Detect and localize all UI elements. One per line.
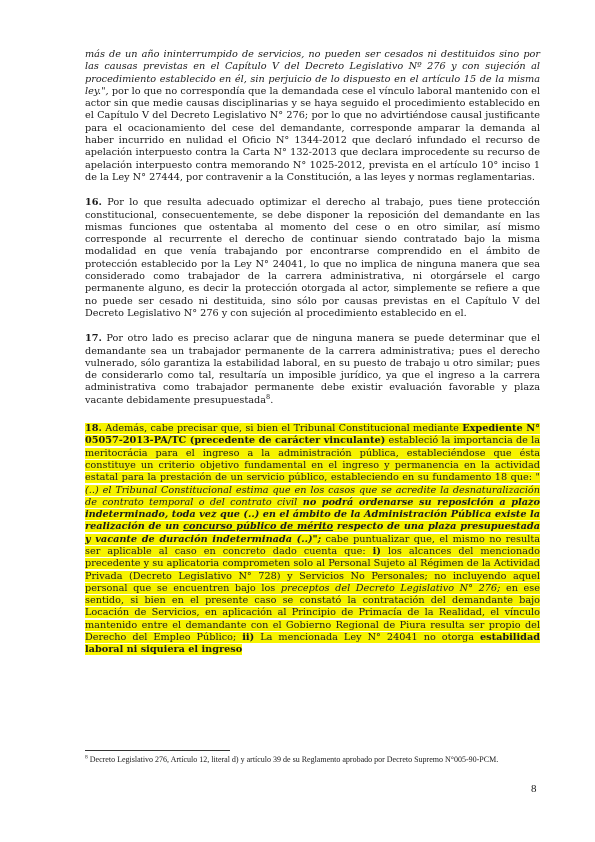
highlighted-text: en ese sentido, si bien en el presente caso se constató la contratación del demandante bajo Locación de Servicios, en aplicación al Principio de Primacía de la Realidad, el vínculo mantenido entre el demandante con el Gobierno Regional de Piura resulta ser propio del Derecho del Empleo Público; xyxy=(85,582,540,644)
paragraph-end: . xyxy=(270,394,274,406)
paragraph-16 xyxy=(85,197,540,320)
list-marker: i) xyxy=(372,545,381,557)
footnote-mark: 8 xyxy=(85,754,88,761)
highlighted-text: La mencionada Ley N° 24041 no otorga xyxy=(254,632,480,644)
highlighted-text: cabe puntualizar que, el mismo no resulta ser aplicable al caso en concreto dado cuenta que: xyxy=(85,533,540,557)
paragraph-number: 17. xyxy=(85,333,102,345)
quote-italic: (..) el Tribunal Constitucional estima que en los casos que se acredite la desnaturalización de contrato temporal o del contrato civil xyxy=(85,484,540,508)
highlighted-italic-text: preceptos del Decreto Legislativo N° 276; xyxy=(280,582,501,594)
highlighted-text: los alcances del mencionado precedente y su aplicatoria comprometen solo al Personal Sujeto al Régimen de la Actividad Privada (Decreto Legislativo N° 728) y Servicios No Personales; no incluyendo aquel personal que se encuentren bajo los xyxy=(85,545,540,594)
quote-underlined: concurso público de mérito xyxy=(183,521,334,533)
footnote-separator xyxy=(85,750,230,751)
page-number: 8 xyxy=(531,783,537,795)
expediente-reference: Expediente N° 05057-2013-PA/TC (precedente de carácter vinculante) xyxy=(85,423,540,447)
quote-bold-italic: no podrá ordenarse su reposición a plazo indeterminado, toda vez que (..) en el ámbito de la Administración Pública existe la realización de un xyxy=(85,496,540,533)
footnote-reference: 8 xyxy=(266,392,271,401)
quote-bold-italic: respecto de una plaza presupuestada y vacante de duración indeterminada (..)"; xyxy=(85,521,540,545)
paragraph-text: Por otro lado es preciso aclarar que de ninguna manera se puede determinar que el demandante sea un trabajador permanente de la carrera administrativa; pues el derecho vulnerado, sólo garantiza la estabilidad laboral, en su puesto de trabajo u otro similar; pues de considerarlo como tal, resultaría un imposible jurídico, ya que el ingreso a la carrera administrativa como trabajador permanente debe existir evaluación favorable y plaza vacante debidamente presupuestada xyxy=(85,333,540,406)
highlighted-text: estableció la importancia de la meritocrácia para el ingreso a la administración pública, estableciéndose que ésta constituye un criterio objetivo fundamental en el ingreso y permanencia en la actividad estatal para la prestación de un servicio público, estableciendo en su fundamento 18 que: " xyxy=(85,435,540,484)
paragraph-text: Por lo que resulta adecuado optimizar el derecho al trabajo, pues tiene protección constitucional, consecuentemente, se debe disponer la reposición del demandante en las mismas funciones que ostentaba al momento del cese o en otro similar, así mismo corresponde al recurrente el derecho de continuar siendo contratado bajo la misma modalidad en que venía trabajando por encontrarse comprendido en el ámbito de protección establecido por la Ley N° 24041, lo que no implica de ninguna manera que sea considerado como trabajador de la carrera administrativa, ni otorgársele el cargo permanente alguno, es decir la protección otorgada al actor, simplemente se refiere a que no puede ser cesado ni destituida, sino sólo por causas previstas en el Capítulo V del Decreto Legislativo N° 276 y con sujeción al procedimiento establecido en el. xyxy=(85,197,540,319)
paragraph-17 xyxy=(85,333,540,407)
paragraph-number: 16. xyxy=(85,197,102,209)
paragraph-18 xyxy=(85,423,540,657)
highlighted-text: Además, cabe precisar que, si bien el Tribunal Constitucional mediante xyxy=(101,423,463,435)
quoted-text: más de un año ininterrumpido de servicios, no pueden ser cesados ni destituidos sino por las causas previstas en el Capítulo V del Decreto Legislativo Nº 276 y con sujeción al procedimiento establecido en él, sin perjuicio de lo dispuesto en el artículo 15 de la misma ley.", xyxy=(85,49,540,97)
paragraph-number: 18. xyxy=(85,423,102,435)
paragraph-text: por lo que no correspondía que la demandada cese el vínculo laboral mantenido con el actor sin que medie causas disciplinarias y se haya seguido el procedimiento establecido en el Capítulo V del Decreto Legislativo N° 276; por lo que no advirtiéndose causal justificante para el ocacionamiento del cese del demandante, corresponde amparar la demanda al haber incurrido en nulidad el Oficio N° 1344-2012 que declaró infundado el recurso de apelación interpuesto contra la Carta N° 132-2013 que declara improcedente su recurso de apelación interpuesto contra memorando N° 1025-2012, prevista en el artículo 10° inciso 1 de la Ley N° 27444, por contravenir a la Constitución, a las leyes y normas reglamentarias. xyxy=(85,85,540,183)
footnote xyxy=(85,755,540,766)
body-text xyxy=(85,49,540,657)
paragraph-15-continuation xyxy=(85,49,540,184)
list-marker: ii) xyxy=(242,632,255,644)
footnote-text: Decreto Legislativo 276, Artículo 12, literal d) y artículo 39 de su Reglamento aprobado por Decreto Supremo N°005-90-PCM. xyxy=(87,755,499,764)
highlighted-bold-text: estabilidad laboral ni siquiera el ingreso xyxy=(85,632,540,656)
